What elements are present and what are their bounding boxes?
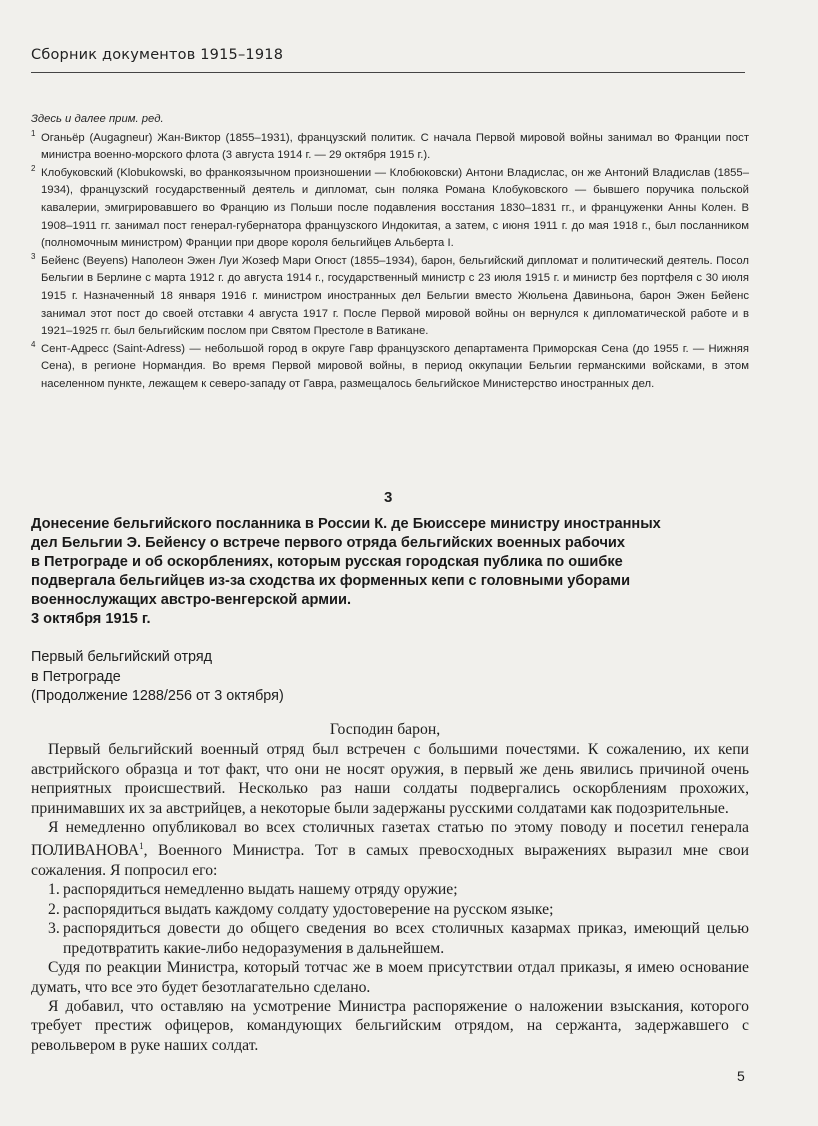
paragraph: Первый бельгийский военный отряд был встречен с большими почестями. К сожалению, их кепи австрийского образца и тот факт, что они не носят оружия, в первый же день явились причиной очень неприятных происшествий. Несколько раз наши солдаты подвергались оскорблениям прохожих, принимавших их за австрийцев, а некоторые были задержаны русскими солдатами как подозрительные. [31,741,749,817]
title-line: дел Бельгии Э. Бейенсу о встрече первого отряда бельгийских военных рабочих [31,535,626,551]
footnote-text: Сент-Адресс (Saint-Adress) — небольшой город в округе Гавр французского департамента Приморская Сена (до 1955 г. — Нижняя Сена), в регионе Нормандия. Во время Первой мировой войны, в период оккупации Бельгии германскими войсками, в этом населенном пункте, лежащем к северо-западу от Гавра, размещалось бельгийское Министерство иностранных дел. [41,342,749,390]
footnotes-intro: Здесь и далее прим. ред. [31,113,164,125]
footnote [31,165,749,253]
footnote-mark: 2 [31,163,36,173]
title-line: подвергала бельгийцев из-за сходства их форменных кепи с головными уборами [31,573,631,589]
footnote-text: Оганьёр (Augagneur) Жан-Виктор (1855–1931), французский политик. С начала Первой мировой войны занимал во Франции пост министра военно-морского флота (3 августа 1914 г. — 29 октября 1915 г.). [41,131,749,162]
salutation: Господин барон, [329,721,441,738]
request-number: 2. [48,900,60,918]
request-number: 1. [48,881,60,899]
request-item [31,880,749,899]
footnotes-block [31,111,749,394]
footnote-mark: 1 [31,128,36,138]
footnote [31,130,749,165]
report-body [31,720,749,1055]
footnote-mark: 4 [31,339,36,349]
header-rule [31,72,745,73]
request-text: распорядиться довести до общего сведения во всех столичных казармах приказ, имеющий целью предотвратить какие-либо недоразумения в дальнейшем. [63,920,749,957]
paragraph-text: , Военного Министра. Тот в самых превосходных выражениях выразил мне свои сожаления. Я попросил его: [31,842,749,880]
document-number: 3 [384,489,393,506]
document-date: 3 октября 1915 г. [31,611,151,627]
footnote [31,341,749,394]
footnote-text: Бейенс (Beyens) Наполеон Эжен Луи Жозеф Мари Огюст (1855–1934), барон, бельгийский дипломат и политический деятель. Посол Бельгии в Берлине с марта 1912 г. до августа 1914 г., государственный министр с 23 июля 1915 г. и министр без портфеля с 30 июля 1915 г. Назначенный 18 января 1916 г. министром иностранных дел Бельгии вместо Жюльена Давиньона, барон Эжен Бейенс занимал этот пост до своей отставки 4 августа 1917 г. После Первой мировой войны он вернулся к дипломатической работе и в 1921–1925 гг. был бельгийским послом при Святом Престоле в Ватикане. [41,254,749,338]
report-heading [31,648,284,707]
request-number: 3. [48,920,60,938]
footnote-mark: 3 [31,251,36,261]
paragraph: Я добавил, что оставляю на усмотрение Министра распоряжение о наложении взыскания, которого требует престиж офицеров, командующих бельгийским отрядом, на сержанта, задержавшего с револьвером в руке наших солдат. [31,997,749,1054]
paragraph: Судя по реакции Министра, который тотчас же в моем присутствии отдал приказы, я имею основание думать, что все это будет безотлагательно сделано. [31,959,749,996]
title-line: в Петрограде и об оскорблениях, которым русская городская публика по ошибке [31,554,623,570]
paragraph-text: Я немедленно опубликовал во всех столичных газетах статью по этому поводу и посетил генерала ПОЛИВАНОВА [31,819,749,860]
title-line: военнослужащих австро-венгерской армии. [31,592,352,608]
footnote-text: Клобуковский (Klobukowski, во франкоязычном произношении — Клобюковски) Антони Владислас, он же Антоний Владислав (1855–1934), французский государственный деятель и дипломат, сын поляка Романа Клобуковского — бывшего поручика польской кавалерии, эмигрировавшего во Францию из Польши после подавления восстания 1830–1831 гг., и француженки Анны Колен. В 1908–1911 гг. занимал пост генерал-губернатора французского Индокитая, а затем, с июня 1911 г. до мая 1918 г., был посланником (полномочным министром) Франции при дворе короля бельгийцев Альберта I. [41,166,749,250]
request-item [31,919,749,958]
footnote-reference: 1 [139,841,144,852]
paragraph [31,818,749,880]
request-text: распорядиться немедленно выдать нашему отряду оружие; [63,881,458,899]
document-title [31,515,751,629]
request-item [31,900,749,919]
heading-line: (Продолжение 1288/256 от 3 октября) [31,688,284,704]
request-text: распорядиться выдать каждому солдату удостоверение на русском языке; [63,900,554,918]
running-head: Сборник документов 1915–1918 [31,47,284,63]
title-line: Донесение бельгийского посланника в России К. де Бюиссере министру иностранных [31,516,661,532]
page-number: 5 [737,1068,745,1084]
heading-line: Первый бельгийский отряд [31,649,213,665]
footnote [31,253,749,341]
heading-line: в Петрограде [31,668,121,685]
